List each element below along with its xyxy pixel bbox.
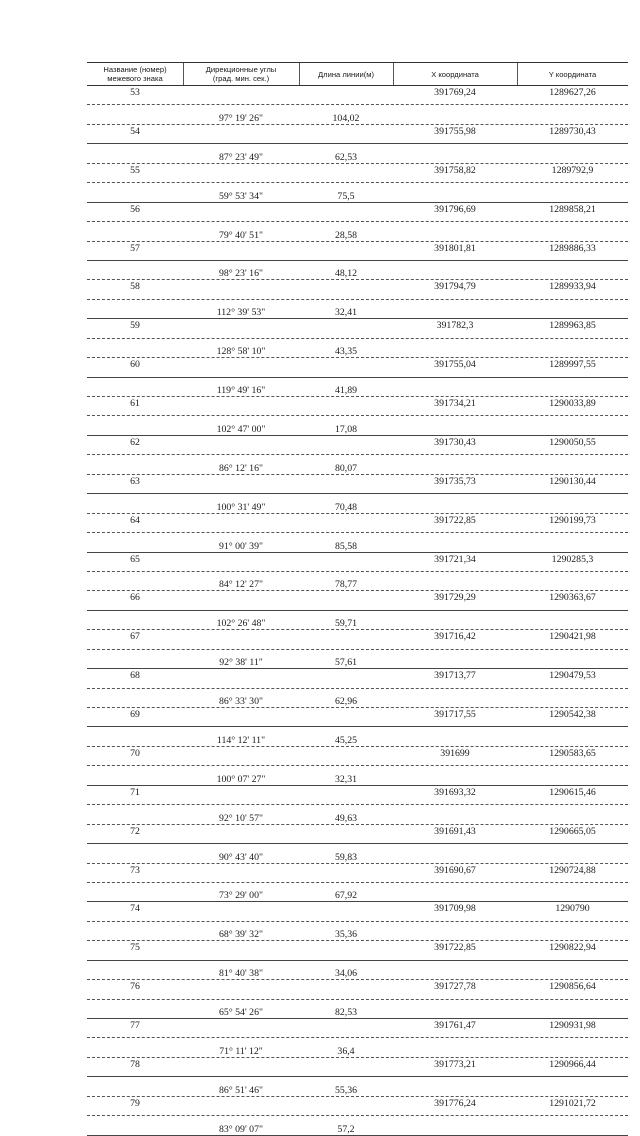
column-divider xyxy=(393,63,394,85)
direction-angle-cell: 98° 23' 16" xyxy=(219,268,263,280)
line-length-cell: 43,35 xyxy=(334,346,358,358)
line-length-cell: 36,4 xyxy=(337,1045,355,1057)
segment-row xyxy=(87,805,628,824)
segment-row xyxy=(87,105,628,124)
point-name-cell: 68 xyxy=(130,670,140,682)
point-name-cell: 63 xyxy=(130,475,140,487)
line-length-cell: 34,06 xyxy=(334,968,358,980)
point-name-cell: 64 xyxy=(130,514,140,526)
segment-row xyxy=(87,922,628,941)
boundary-point-row xyxy=(87,514,628,533)
point-name-cell: 73 xyxy=(130,864,140,876)
direction-angle-cell: 73° 29' 00" xyxy=(219,890,263,902)
y-coordinate-cell: 1290285,3 xyxy=(551,553,594,565)
y-coordinate-cell: 1289627,26 xyxy=(549,87,596,98)
y-coordinate-cell: 1290931,98 xyxy=(549,1020,596,1031)
point-name-cell: 78 xyxy=(130,1058,140,1070)
y-coordinate-cell: 1290421,98 xyxy=(549,631,596,643)
line-length-cell: 59,83 xyxy=(334,851,358,863)
direction-angle-cell: 81° 40' 38" xyxy=(219,968,263,980)
y-coordinate-cell: 1289792,9 xyxy=(551,164,594,176)
line-length-cell: 17,08 xyxy=(334,423,358,435)
y-coordinate-cell: 1290363,67 xyxy=(549,592,596,604)
segment-row xyxy=(87,416,628,435)
line-length-cell: 85,58 xyxy=(334,540,358,552)
x-coordinate-cell: 391727,78 xyxy=(434,981,476,993)
segment-row xyxy=(87,300,628,319)
boundary-point-row xyxy=(87,747,628,766)
x-coordinate-cell: 391699 xyxy=(440,747,470,759)
y-coordinate-cell: 1290856,64 xyxy=(549,981,596,993)
line-length-cell: 57,61 xyxy=(334,657,358,669)
x-coordinate-cell: 391794,79 xyxy=(434,281,476,293)
boundary-point-row xyxy=(87,1097,628,1116)
column-divider xyxy=(183,63,184,85)
x-coordinate-cell: 391716,42 xyxy=(434,631,476,643)
direction-angle-cell: 84° 12' 27" xyxy=(219,579,263,591)
point-name-cell: 61 xyxy=(130,398,140,409)
point-name-cell: 55 xyxy=(130,164,140,176)
y-coordinate-cell: 1290724,88 xyxy=(549,864,596,876)
segment-row xyxy=(87,689,628,708)
direction-angle-cell: 112° 39' 53" xyxy=(216,307,266,319)
point-name-cell: 66 xyxy=(130,592,140,604)
point-name-cell: 71 xyxy=(130,786,140,798)
point-name-cell: 70 xyxy=(130,747,140,759)
point-name-cell: 59 xyxy=(130,320,140,332)
header-name: Название (номер) межевого знака xyxy=(103,65,167,83)
line-length-cell: 82,53 xyxy=(334,1007,358,1018)
point-name-cell: 79 xyxy=(130,1097,140,1109)
y-coordinate-cell: 1289730,43 xyxy=(549,125,596,137)
point-name-cell: 75 xyxy=(130,942,140,954)
direction-angle-cell: 128° 58' 10" xyxy=(216,346,266,358)
segment-row xyxy=(87,339,628,358)
x-coordinate-cell: 391722,85 xyxy=(434,514,476,526)
line-length-cell: 49,63 xyxy=(334,812,358,824)
x-coordinate-cell: 391755,04 xyxy=(434,359,476,371)
x-coordinate-cell: 391721,34 xyxy=(434,553,476,565)
x-coordinate-cell: 391729,29 xyxy=(434,592,476,604)
boundary-point-row xyxy=(87,86,628,105)
direction-angle-cell: 86° 12' 16" xyxy=(219,462,263,474)
boundary-point-row xyxy=(87,786,628,805)
boundary-point-row xyxy=(87,397,628,416)
direction-angle-cell: 86° 51' 46" xyxy=(219,1084,263,1096)
line-length-cell: 59,71 xyxy=(334,618,358,630)
segment-row xyxy=(87,844,628,863)
y-coordinate-cell: 1289886,33 xyxy=(549,242,596,254)
point-name-cell: 56 xyxy=(130,203,140,215)
boundary-point-row xyxy=(87,164,628,183)
x-coordinate-cell: 391796,69 xyxy=(434,203,476,215)
line-length-cell: 104,02 xyxy=(332,112,360,124)
point-name-cell: 57 xyxy=(130,242,140,254)
segment-row xyxy=(87,883,628,902)
segment-row xyxy=(87,1038,628,1057)
boundary-point-row xyxy=(87,902,628,921)
direction-angle-cell: 90° 43' 40" xyxy=(219,851,263,863)
point-name-cell: 77 xyxy=(130,1020,140,1031)
point-name-cell: 76 xyxy=(130,981,140,993)
segment-row xyxy=(87,572,628,591)
line-length-cell: 75,5 xyxy=(337,190,355,202)
header-x: X координата xyxy=(431,69,479,79)
boundary-point-row xyxy=(87,708,628,727)
point-name-cell: 53 xyxy=(130,87,140,98)
boundary-point-row xyxy=(87,242,628,261)
segment-row xyxy=(87,1000,628,1019)
line-length-cell: 35,36 xyxy=(334,929,358,941)
y-coordinate-cell: 1290822,94 xyxy=(549,942,596,954)
direction-angle-cell: 114° 12' 11" xyxy=(216,734,266,746)
line-length-cell: 32,41 xyxy=(334,307,358,319)
boundary-point-row xyxy=(87,1019,628,1038)
point-name-cell: 67 xyxy=(130,631,140,643)
x-coordinate-cell: 391782,3 xyxy=(436,320,474,332)
y-coordinate-cell: 1291021,72 xyxy=(549,1097,596,1109)
point-name-cell: 62 xyxy=(130,436,140,448)
x-coordinate-cell: 391734,21 xyxy=(434,398,476,409)
y-coordinate-cell: 1290615,46 xyxy=(549,786,596,798)
point-name-cell: 60 xyxy=(130,359,140,371)
y-coordinate-cell: 1290966,44 xyxy=(549,1058,596,1070)
x-coordinate-cell: 391730,43 xyxy=(434,436,476,448)
direction-angle-cell: 83° 09' 07" xyxy=(219,1123,263,1135)
line-length-cell: 45,25 xyxy=(334,734,358,746)
direction-angle-cell: 92° 38' 11" xyxy=(219,657,263,669)
x-coordinate-cell: 391693,32 xyxy=(434,786,476,798)
header-angle: Дирекционные углы (град. мин. сек.) xyxy=(205,65,277,83)
boundary-point-row xyxy=(87,1058,628,1077)
segment-row xyxy=(87,533,628,552)
direction-angle-cell: 59° 53' 34" xyxy=(219,190,263,202)
x-coordinate-cell: 391713,77 xyxy=(434,670,476,682)
y-coordinate-cell: 1289858,21 xyxy=(549,203,596,215)
y-coordinate-cell: 1289963,85 xyxy=(549,320,596,332)
line-length-cell: 57,2 xyxy=(337,1123,355,1135)
x-coordinate-cell: 391755,98 xyxy=(434,125,476,137)
point-name-cell: 69 xyxy=(130,709,140,720)
y-coordinate-cell: 1290050,55 xyxy=(549,436,596,448)
boundary-point-row xyxy=(87,980,628,999)
line-length-cell: 70,48 xyxy=(334,501,358,513)
line-length-cell: 32,31 xyxy=(334,773,358,785)
point-name-cell: 72 xyxy=(130,825,140,837)
boundary-point-row xyxy=(87,825,628,844)
direction-angle-cell: 86° 33' 30" xyxy=(219,696,263,707)
x-coordinate-cell: 391709,98 xyxy=(434,903,476,915)
direction-angle-cell: 100° 31' 49" xyxy=(216,501,266,513)
direction-angle-cell: 102° 26' 48" xyxy=(216,618,266,630)
line-length-cell: 48,12 xyxy=(334,268,358,280)
line-length-cell: 28,58 xyxy=(334,229,358,241)
boundary-point-row xyxy=(87,358,628,377)
segment-row xyxy=(87,261,628,280)
y-coordinate-cell: 1290033,89 xyxy=(549,398,596,409)
segment-row xyxy=(87,455,628,474)
point-name-cell: 58 xyxy=(130,281,140,293)
direction-angle-cell: 119° 49' 16" xyxy=(216,385,266,396)
boundary-point-row xyxy=(87,319,628,338)
line-length-cell: 67,92 xyxy=(334,890,358,902)
boundary-point-row xyxy=(87,864,628,883)
segment-row xyxy=(87,766,628,785)
point-name-cell: 74 xyxy=(130,903,140,915)
x-coordinate-cell: 391735,73 xyxy=(434,475,476,487)
segment-row xyxy=(87,494,628,513)
coordinates-table xyxy=(87,62,628,1136)
point-name-cell: 54 xyxy=(130,125,140,137)
x-coordinate-cell: 391717,55 xyxy=(434,709,476,720)
line-length-cell: 78,77 xyxy=(334,579,358,591)
segment-row xyxy=(87,961,628,980)
direction-angle-cell: 92° 10' 57" xyxy=(219,812,263,824)
y-coordinate-cell: 1290479,53 xyxy=(549,670,596,682)
direction-angle-cell: 102° 47' 00" xyxy=(216,423,266,435)
y-coordinate-cell: 1290583,65 xyxy=(549,747,596,759)
y-coordinate-cell: 1289997,55 xyxy=(549,359,596,371)
boundary-point-row xyxy=(87,941,628,960)
x-coordinate-cell: 391691,43 xyxy=(434,825,476,837)
y-coordinate-cell: 1290665,05 xyxy=(549,825,596,837)
x-coordinate-cell: 391776,24 xyxy=(434,1097,476,1109)
y-coordinate-cell: 1289933,94 xyxy=(549,281,596,293)
direction-angle-cell: 71° 11' 12" xyxy=(219,1045,263,1057)
segment-row xyxy=(87,611,628,630)
header-length: Длина линии(м) xyxy=(318,69,374,79)
x-coordinate-cell: 391690,67 xyxy=(434,864,476,876)
line-length-cell: 41,89 xyxy=(334,385,358,396)
y-coordinate-cell: 1290542,38 xyxy=(549,709,596,720)
boundary-point-row xyxy=(87,125,628,144)
column-divider xyxy=(299,63,300,85)
y-coordinate-cell: 1290199,73 xyxy=(549,514,596,526)
boundary-point-row xyxy=(87,553,628,572)
direction-angle-cell: 68° 39' 32" xyxy=(219,929,263,941)
x-coordinate-cell: 391801,81 xyxy=(434,242,476,254)
point-name-cell: 65 xyxy=(130,553,140,565)
x-coordinate-cell: 391722,85 xyxy=(434,942,476,954)
direction-angle-cell: 100° 07' 27" xyxy=(216,773,266,785)
direction-angle-cell: 79° 40' 51" xyxy=(219,229,263,241)
line-length-cell: 62,53 xyxy=(334,151,358,163)
line-length-cell: 55,36 xyxy=(334,1084,358,1096)
x-coordinate-cell: 391758,82 xyxy=(434,164,476,176)
boundary-point-row xyxy=(87,630,628,649)
column-divider xyxy=(517,63,518,85)
x-coordinate-cell: 391773,21 xyxy=(434,1058,476,1070)
table-header xyxy=(87,62,628,86)
line-length-cell: 80,07 xyxy=(334,462,358,474)
boundary-point-row xyxy=(87,475,628,494)
direction-angle-cell: 91° 00' 39" xyxy=(219,540,263,552)
boundary-point-row xyxy=(87,436,628,455)
segment-row xyxy=(87,1077,628,1096)
direction-angle-cell: 65° 54' 26" xyxy=(219,1007,263,1018)
line-length-cell: 62,96 xyxy=(334,696,358,707)
segment-row xyxy=(87,222,628,241)
boundary-point-row xyxy=(87,280,628,299)
x-coordinate-cell: 391761,47 xyxy=(434,1020,476,1031)
y-coordinate-cell: 1290130,44 xyxy=(549,475,596,487)
y-coordinate-cell: 1290790 xyxy=(555,903,590,915)
segment-row xyxy=(87,183,628,202)
boundary-point-row xyxy=(87,669,628,688)
boundary-point-row xyxy=(87,203,628,222)
boundary-point-row xyxy=(87,591,628,610)
table-body xyxy=(87,86,628,1136)
segment-row xyxy=(87,378,628,397)
header-y: Y координата xyxy=(548,69,597,79)
segment-row xyxy=(87,1116,628,1135)
direction-angle-cell: 97° 19' 26" xyxy=(219,112,263,124)
segment-row xyxy=(87,144,628,163)
direction-angle-cell: 87° 23' 49" xyxy=(219,151,263,163)
segment-row xyxy=(87,727,628,746)
segment-row xyxy=(87,650,628,669)
x-coordinate-cell: 391769,24 xyxy=(434,87,476,98)
